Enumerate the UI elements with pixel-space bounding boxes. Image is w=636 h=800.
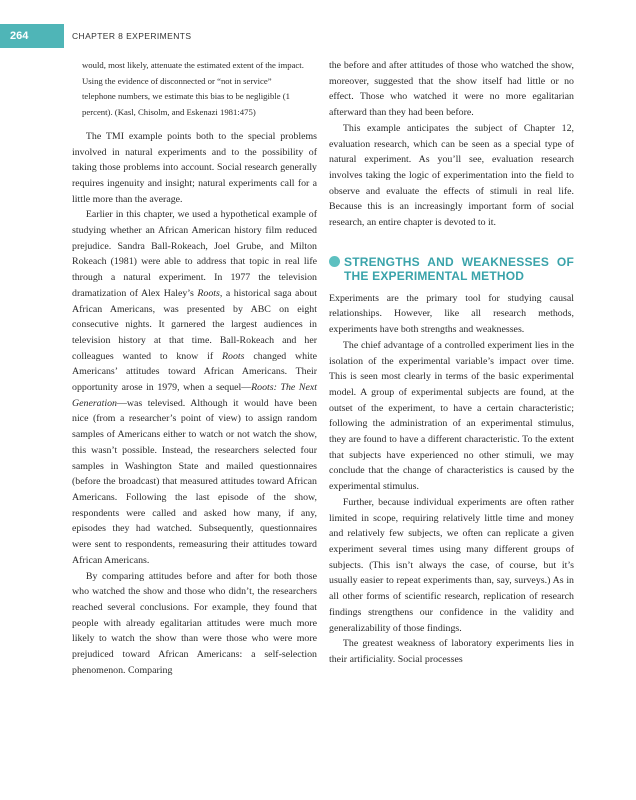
italic-title: Roots	[222, 350, 245, 362]
paragraph: The greatest weakness of laboratory experiments lies in their artificiality. Social processes	[329, 638, 574, 665]
section-heading	[329, 255, 574, 283]
italic-title: Roots,	[197, 287, 223, 299]
paragraph: This example anticipates the subject of Chapter 12, evaluation research, which can be seen as a special type of natural experiment. As you’ll see, evaluation research involves taking the logic of experimentation into the field to observe and evaluate the effects of stimuli in real life. Because this is an increasingly important form of social research, an entire chapter is devoted to it.	[329, 122, 574, 229]
paragraph: The TMI example points both to the special problems involved in natural experiments and to the possibility of taking those problems into account. Social research generally requires ingenuity and insight; natural experiments call for a little more than the average.	[72, 130, 317, 205]
right-column	[329, 58, 574, 668]
left-column	[72, 58, 317, 678]
paragraph-text: a historical saga about African Americans, was presented by ABC on eight consecutive nights. It garnered the largest audiences in television history at that time. Ball-Rokeach and her colleagues wanted to know if	[72, 287, 317, 362]
paragraph: Further, because individual experiments are often rather limited in scope, requiring relatively little time and money and relatively few subjects, we often can replicate a given experiment several times using many different groups of subjects. (This isn’t always the case, of course, but it’s usually easier to repeat experiments than, say, surveys.) As in all other forms of scientific research, replication of research findings strengthens our confidence in the validity and generalizability of those findings.	[329, 496, 574, 634]
italic-title: Roots: The Next Generation	[72, 382, 317, 409]
paragraph-text: —was televised. Although it would have been nice (from a researcher’s point of view) to assign random samples of Americans either to watch or not watch the show, this wasn’t possible. Instead, the researchers selected four samples in Washington State and mailed questionnaires (before the broadcast) that measured attitudes toward African Americans. Following the last episode of the show, respondents were called and asked how many, if any, episodes they had watched. Subsequently, questionnaires were sent to respondents, remeasuring their attitudes toward African Americans.	[72, 397, 317, 566]
paragraph	[72, 207, 317, 568]
paragraph-text: changed white Americans’ attitudes toward African Americans. Their opportunity arose in 1979, when a sequel—	[72, 350, 317, 394]
paragraph: Experiments are the primary tool for studying causal relationships. However, like all research methods, experiments have both strengths and weaknesses.	[329, 292, 574, 336]
chapter-label: CHAPTER 8 EXPERIMENTS	[72, 31, 192, 41]
paragraph: By comparing attitudes before and after for both those who watched the show and those who didn’t, the researchers reached several conclusions. For example, they found that people with already egalitarian attitudes were much more likely to watch the show than were those who were more prejudiced toward African Americans: a self-selection phenomenon. Comparing	[72, 570, 317, 676]
bullet-dot-icon	[329, 256, 340, 267]
paragraph: The chief advantage of a controlled experiment lies in the isolation of the experimental variable’s impact over time. This is seen most clearly in terms of the basic experimental model. A group of experimental subjects are found, at the outset of the experiment, to have a certain characteristic; following the administration of an experimental stimulus, they are found to have a different characteristic. To the extent that subjects have experienced no other stimuli, we may conclude that the change of characteristics is caused by the experimental stimulus.	[329, 339, 574, 493]
page-number: 264	[0, 24, 64, 48]
block-quote: would, most likely, attenuate the estimated extent of the impact. Using the evidence of disconnected or “not in service” telephone numbers, we estimate this bias to be negligible (1 percent). (Kasl, Chisolm, and Eskenazi 1981:475)	[82, 60, 304, 118]
paragraph: the before and after attitudes of those who watched the show, moreover, suggested that the show itself had little or no effect. Those who watched it were no more egalitarian afterward than they had been before.	[329, 60, 574, 119]
paragraph-text: Earlier in this chapter, we used a hypothetical example of studying whether an African American history film reduced prejudice. Sandra Ball-Rokeach, Joel Grube, and Milton Rokeach (1981) were able to address that topic in real life through a natural experiment. In 1977 the television dramatization of Alex Haley’s	[72, 209, 317, 299]
section-heading-text: STRENGTHS AND WEAKNESSES OF THE EXPERIMENTAL METHOD	[344, 254, 574, 283]
